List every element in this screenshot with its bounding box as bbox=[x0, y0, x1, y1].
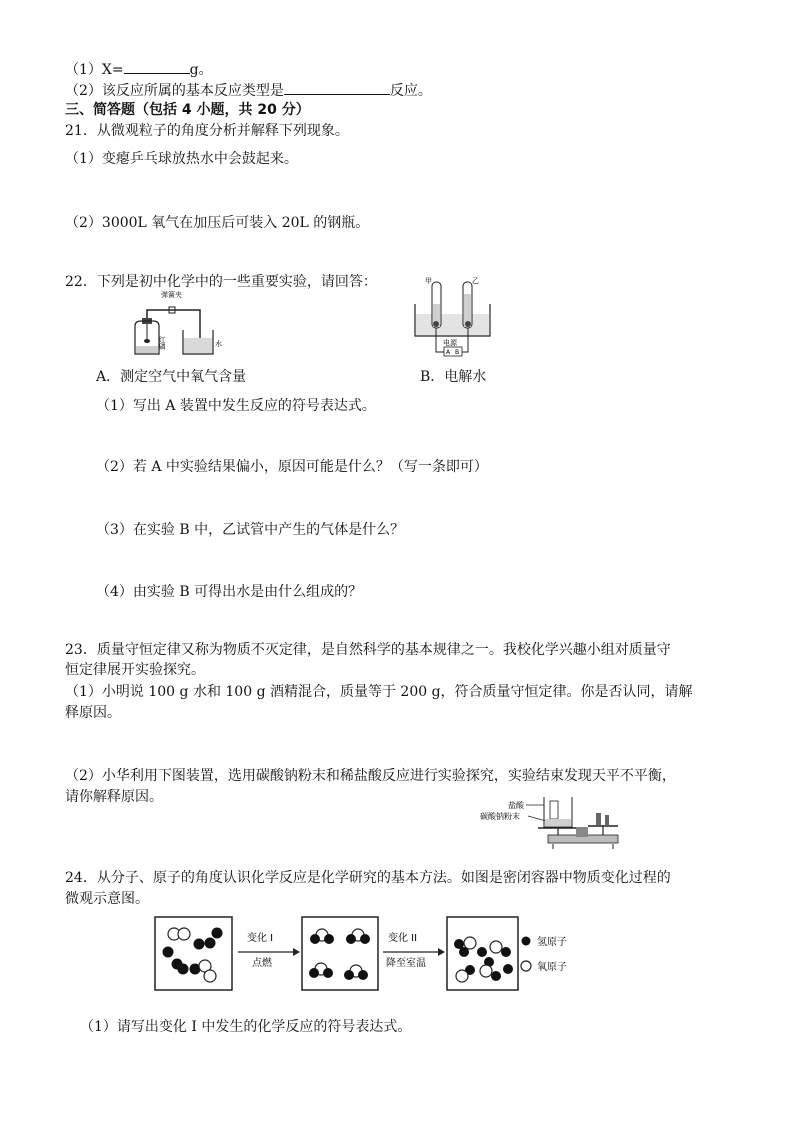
change1-condition: 点燃 bbox=[252, 958, 272, 969]
oxygen-legend-icon bbox=[521, 961, 531, 971]
q22-part4: （4）由实验 B 可得出水是由什么组成的？ bbox=[96, 584, 363, 600]
figure-a-caption: A．测定空气中氧气含量 bbox=[96, 369, 247, 385]
change2-label: 变化 II bbox=[388, 933, 418, 944]
tube-jia-label: 甲 bbox=[425, 277, 432, 285]
figure-electrolysis bbox=[410, 274, 495, 360]
powder-label: 碳酸钠粉末 bbox=[480, 812, 520, 821]
tube-yi-label: 乙 bbox=[472, 277, 479, 285]
water-label: 水 bbox=[215, 340, 222, 348]
hydrogen-legend-icon bbox=[522, 937, 531, 946]
power-label: 电源 bbox=[443, 339, 457, 347]
q23-part2-line2: 请你解释原因。 bbox=[65, 789, 163, 805]
clamp-label: 弹簧夹 bbox=[161, 291, 182, 299]
q23-stem-line1: 23．质量守恒定律又称为物质不灭定律，是自然科学的基本规律之一。我校化学兴趣小组对质量守 bbox=[65, 642, 671, 658]
q22-part2: （2）若 A 中实验结果偏小，原因可能是什么？（写一条即可） bbox=[96, 459, 488, 475]
q21-part2: （2）3000L 氧气在加压后可装入 20L 的钢瓶。 bbox=[65, 215, 370, 231]
phosphorus-label: 红磷 bbox=[158, 336, 166, 350]
q24-part1: （1）请写出变化 I 中发生的化学反应的符号表达式。 bbox=[80, 1019, 412, 1035]
change2-condition: 降至室温 bbox=[386, 958, 426, 969]
terminal-a-label: A bbox=[446, 349, 451, 356]
q22-stem: 22．下列是初中化学中的一些重要实验，请回答： bbox=[65, 274, 377, 290]
q22-part1: （1）写出 A 装置中发生反应的符号表达式。 bbox=[96, 398, 376, 414]
q23-part1-line2: 释原因。 bbox=[65, 705, 121, 721]
weight bbox=[605, 815, 609, 825]
weight bbox=[596, 813, 601, 825]
answer-blank-reaction-type[interactable] bbox=[284, 80, 390, 95]
section-3-title: 三、简答题（包括 4 小题，共 20 分） bbox=[65, 102, 310, 118]
q23-part1-line1: （1）小明说 100 g 水和 100 g 酒精混合，质量等于 200 g，符合质量守恒定律。你是否认同，请解 bbox=[65, 684, 693, 700]
q23-part2-line1: （2）小华利用下图装置，选用碳酸钠粉末和稀盐酸反应进行实验探究，实验结束发现天平不平衡， bbox=[65, 768, 676, 784]
box-after-change1 bbox=[302, 917, 378, 990]
q24-stem-line1: 24．从分子、原子的角度认识化学反应是化学研究的基本方法。如图是密闭容器中物质变化过程的 bbox=[65, 870, 671, 886]
micro-reaction-diagram bbox=[150, 914, 590, 994]
q20-part2: （2）该反应所属的基本反应类型是 反应。 bbox=[65, 80, 432, 100]
terminal-b-label: B bbox=[455, 349, 460, 356]
figure-oxygen-apparatus bbox=[125, 288, 225, 358]
q22-part3: （3）在实验 B 中，乙试管中产生的气体是什么？ bbox=[96, 522, 405, 538]
phosphorus-spoon bbox=[144, 339, 150, 343]
q23-stem-line2: 恒定律展开实验探究。 bbox=[65, 662, 205, 678]
legend-hydrogen: 氢原子 bbox=[537, 937, 567, 948]
figure-balance bbox=[478, 791, 638, 851]
figure-b-caption: B．电解水 bbox=[420, 369, 487, 385]
answer-blank-x[interactable] bbox=[124, 59, 190, 74]
legend-oxygen: 氧原子 bbox=[537, 962, 567, 973]
q20-part1: （1）X= g。 bbox=[65, 59, 213, 79]
q21-part1: （1）变瘪乒乓球放热水中会鼓起来。 bbox=[65, 151, 298, 167]
q21-stem: 21．从微观粒子的角度分析并解释下列现象。 bbox=[65, 123, 349, 139]
acid-label: 盐酸 bbox=[508, 801, 524, 810]
q24-stem-line2: 微观示意图。 bbox=[65, 891, 149, 907]
change1-label: 变化 I bbox=[247, 933, 274, 944]
